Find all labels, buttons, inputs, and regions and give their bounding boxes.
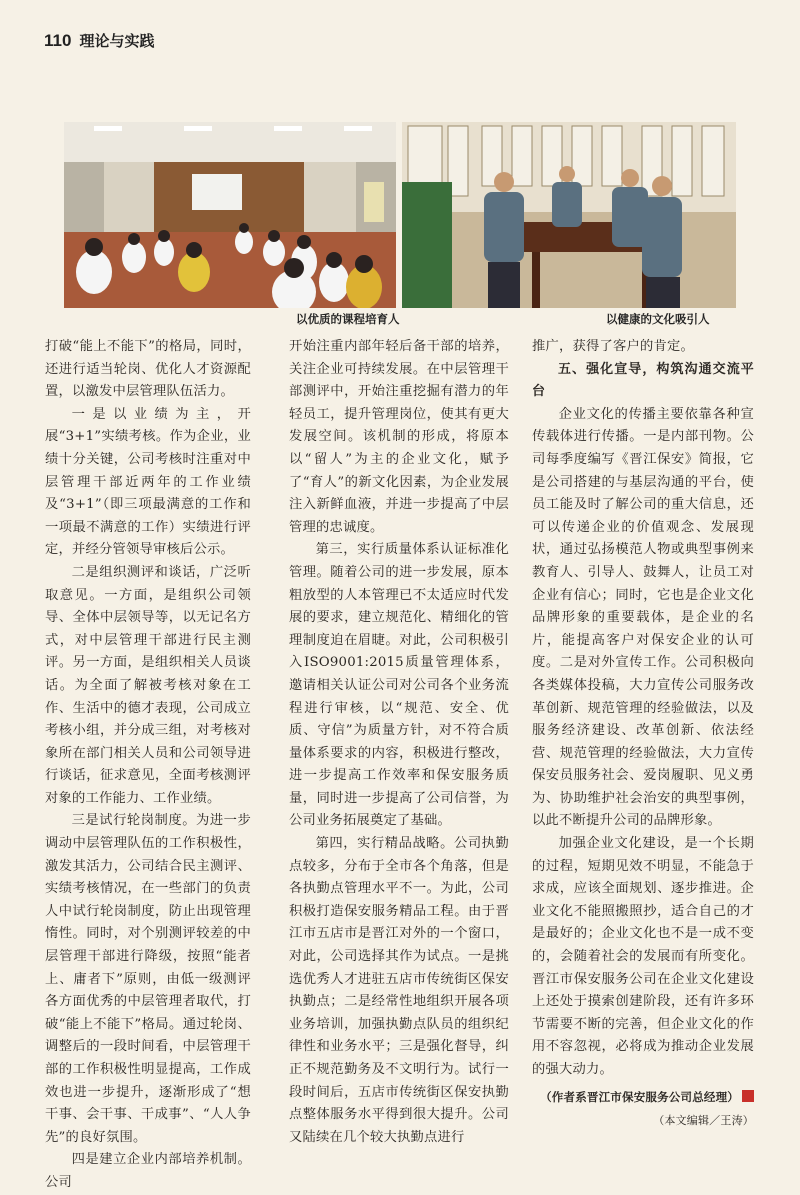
meeting-photo — [402, 122, 736, 308]
column-3 — [532, 336, 754, 1133]
section-heading: 五、强化宣导，构筑沟通交流平台 — [532, 361, 754, 400]
page-header — [44, 30, 154, 54]
author-text: （作者系晋江市保安服务公司总经理） — [540, 1089, 739, 1104]
paragraph: 二是组织测评和谈话，广泛听取意见。一方面，是组织公司领导、全体中层领导等，以无记名方式，对中层管理干部进行民主测评。另一方面，是组织相关人员谈话。为全面了解被考核对象在工作、生活中的德才表现，公司成立考核小组，并分成三组，对考核对象所在部门相关人员和公司领导进行谈话，征求意见，全面考核测评对象的工作能力、工作业绩。 — [45, 564, 251, 806]
page-number: 110 — [44, 31, 72, 50]
column-1 — [45, 336, 251, 1195]
author-note — [532, 1086, 754, 1109]
paragraph: 第三，实行质量体系认证标准化管理。随着公司的进一步发展，原本粗放型的人本管理已不太适应时代发展的要求，建立规范化、精细化的管理制度迫在眉睫。对此，公司积极引入ISO9001:2015质量管理体系，邀请相关认证公司对公司各个业务流程进行审核，以“规范、安全、优质、守信”为质量方针，对不符合质量体系要求的内容，积极进行整改，进一步提高工作效率和保安服务质量，同时进一步提高了公司信誉，为公司业务拓展奠定了基础。 — [289, 542, 509, 829]
paragraph: 三是试行轮岗制度。为进一步调动中层管理队伍的工作积极性，激发其活力，公司结合民主测评、实绩考核情况，在一些部门的负责人中试行轮岗制度，防止出现管理惰性。同时，对个别测评较差的中层管理干部进行降级，按照“能者上、庸者下”原则，由低一级测评各方面优秀的中层管理者取代，打破“能上不能下”格局。通过轮岗、调整后的一段时间看，中层管理干部的工作积极性明显提高，工作成效也进一步提升，逐渐形成了“想干事、会干事、干成事”、“人人争先”的良好氛围。 — [45, 813, 251, 1145]
paragraph: 开始注重内部年轻后备干部的培养，关注企业可持续发展。在中层管理干部测评中，开始注重挖掘有潜力的年轻员工，提升管理岗位，使其有更大发展空间。该机制的形成，将原本以“留人”为主的企业文化，赋予了“育人”的新文化因素，为企业发展注入新鲜血液，并进一步提高了中层管理的忠诚度。 — [289, 339, 509, 535]
paragraph: 打破“能上不能下”的格局，同时，还进行适当轮岗、优化人才资源配置，以激发中层管理队伍活力。 — [45, 339, 251, 400]
paragraph: 四是建立企业内部培养机制。公司 — [45, 1152, 251, 1190]
editor-note: （本文编辑／王涛） — [653, 1114, 754, 1128]
paragraph: 第四，实行精品战略。公司执勤点较多，分布于全市各个角落，但是各执勤点管理水平不一。为此，公司积极打造保安服务精品工程。由于晋江市五店市是晋江对外的一个窗口，对此，公司选择其作为试点。一是挑选优秀人才进驻五店市传统街区保安执勤点；二是经常性地组织开展各项业务培训，加强执勤点队员的组织纪律性和业务水平；三是强化督导，纠正不规范勤务及不文明行为。试行一段时间后，五店市传统街区保安执勤点整体服务水平得到很大提升。公司又陆续在几个较大执勤点进行 — [289, 836, 509, 1145]
right-photo-caption: 以健康的文化吸引人 — [606, 312, 710, 326]
paragraph: 一是以业绩为主，开展“3+1”实绩考核。作为企业，业绩十分关键，公司考核时注重对中层管理干部近两年的工作业绩及“3+1”（即三项最满意的工作和一项最不满意的工作）实绩进行评定，并经分管领导审核后公示。 — [45, 406, 251, 558]
paragraph: 企业文化的传播主要依靠各种宣传载体进行传播。一是内部刊物。公司每季度编写《晋江保安》简报，它是公司搭建的与基层沟通的平台，使员工能及时了解公司的重大信息，还可以传递企业的价值观念、发展现状，通过弘扬模范人物或典型事例来教育人、引导人、鼓舞人，让员工对企业有信心；同时，它也是企业文化品牌形象的重要载体，是企业的名片，能提高客户对保安企业的认可度。二是对外宣传工作。公司积极向各类媒体投稿，大力宣传公司服务改革创新、规范管理的经验做法，以及服务经济建设、改革创新、依法经营、规范管理的经验做法，大力宣传保安员服务社会、爱岗履职、见义勇为、协助维护社会治安的典型事例，以此不断提升公司的品牌形象。 — [532, 406, 754, 829]
paragraph: 推广，获得了客户的肯定。 — [532, 339, 694, 354]
paragraph: 加强企业文化建设，是一个长期的过程，短期见效不明显，不能急于求成，应该全面规划、逐步推进。企业文化不能照搬照抄，适合自己的才是最好的；企业文化也不是一成不变的，会随着社会的发展而有所变化。晋江市保安服务公司在企业文化建设上还处于摸索创建阶段，还有许多环节需要不断的完善，但企业文化的作用不容忽视，必将成为推动企业发展的强大动力。 — [532, 836, 754, 1077]
seal-icon — [742, 1090, 754, 1102]
column-2 — [289, 336, 509, 1149]
left-photo-caption: 以优质的课程培育人 — [296, 312, 400, 326]
classroom-photo — [64, 122, 396, 308]
section-title: 理论与实践 — [79, 32, 155, 50]
